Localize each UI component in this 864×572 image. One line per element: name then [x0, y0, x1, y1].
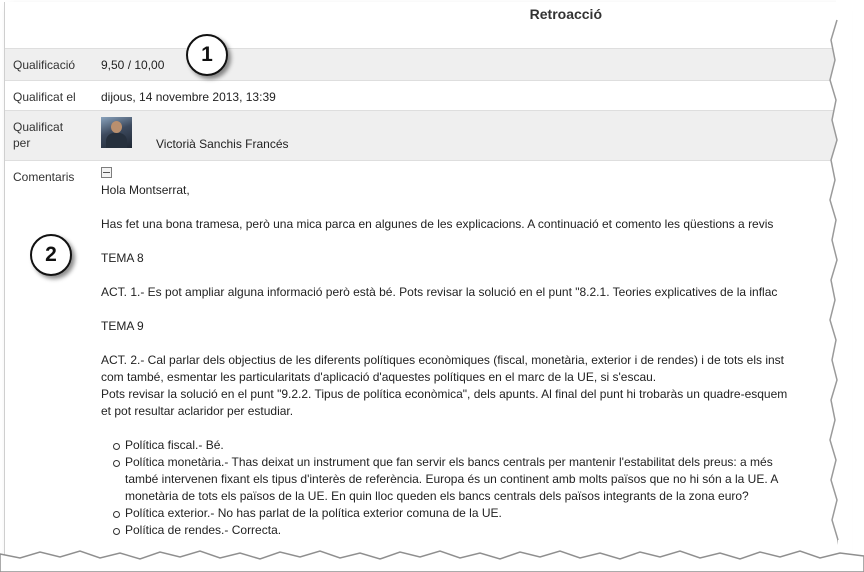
collapse-icon[interactable]	[101, 167, 112, 178]
comment-greeting: Hola Montserrat,	[101, 183, 190, 197]
avatar[interactable]	[101, 117, 132, 148]
grader	[101, 111, 837, 161]
monetary-line1: Política monetària.- Thas deixat un instrument que fan servir els bancs centrals per mantenir l'estabilitat dels preus: a més	[125, 455, 773, 469]
feedback-panel	[4, 2, 837, 558]
comment-act2-line3: Pots revisar la solució en el punt "9.2.2. Tipus de política econòmica", dels apunts. Al final del punt hi trobaràs un quadre-esquem	[101, 387, 788, 401]
page-title: Retroacció	[529, 6, 602, 22]
graded-by-row	[5, 111, 837, 161]
comment-tema9: TEMA 9	[101, 319, 144, 333]
grade-row	[5, 49, 837, 81]
list-item-fiscal: Política fiscal.- Bé.	[125, 437, 837, 454]
list-item-rendes: Política de rendes.- Correcta.	[125, 522, 837, 539]
monetary-line2: també intervenen fixant els tipus d'interès de referència. Europa és un continent amb molts països que no hi són a la UE. A	[125, 472, 779, 486]
graded-on-value: dijous, 14 novembre 2013, 13:39	[101, 81, 837, 111]
feedback-table	[5, 48, 837, 539]
graded-by-label-line2: per	[13, 136, 31, 150]
comment-act2-line4: et pot resultar aclaridor per estudiar.	[101, 404, 294, 418]
graded-by-label-line1: Qualificat	[13, 120, 64, 134]
list-item-exterior: Política exterior.- No has parlat de la política exterior comuna de la UE.	[125, 505, 837, 522]
comment-act2-line1: ACT. 2.- Cal parlar dels objectius de les diferents polítiques econòmiques (fiscal, monetària, exterior i de rendes) i de tots els inst	[101, 353, 784, 367]
graded-on-label: Qualificat el	[5, 81, 101, 111]
grade-value: 9,50 / 10,00	[101, 49, 837, 81]
torn-edge-right	[822, 0, 852, 560]
monetary-line3: monetària de tots els països de la UE. En quin lloc queden els bancs centrals dels països integrants de la zona euro?	[125, 489, 749, 503]
comment-tema8: TEMA 8	[101, 251, 144, 265]
comment-intro: Has fet una bona tramesa, però una mica parca en algunes de les explicacions. A continuació et comento les qüestions a revis	[101, 217, 774, 231]
comments-content	[101, 161, 837, 540]
comments-label: Comentaris	[5, 161, 101, 540]
annotation-callout-2: 2	[30, 234, 72, 276]
comments-row	[5, 161, 837, 540]
grader-name[interactable]: Victorià Sanchis Francés	[156, 137, 289, 151]
policy-list	[101, 437, 837, 539]
grade-label: Qualificació	[5, 49, 101, 81]
torn-edge-bottom	[0, 548, 864, 572]
graded-on-row	[5, 81, 837, 111]
comment-act1: ACT. 1.- Es pot ampliar alguna informació però està bé. Pots revisar la solució en el punt "8.2.1. Teories explicatives de la inflac	[101, 285, 778, 299]
list-item-monetary	[125, 454, 837, 505]
annotation-callout-1: 1	[186, 34, 228, 76]
graded-by-label	[5, 111, 101, 161]
comment-act2-line2: com també, esmentar les particularitats d'aplicació d'aquestes polítiques en el marc de la UE, si s'escau.	[101, 370, 657, 384]
